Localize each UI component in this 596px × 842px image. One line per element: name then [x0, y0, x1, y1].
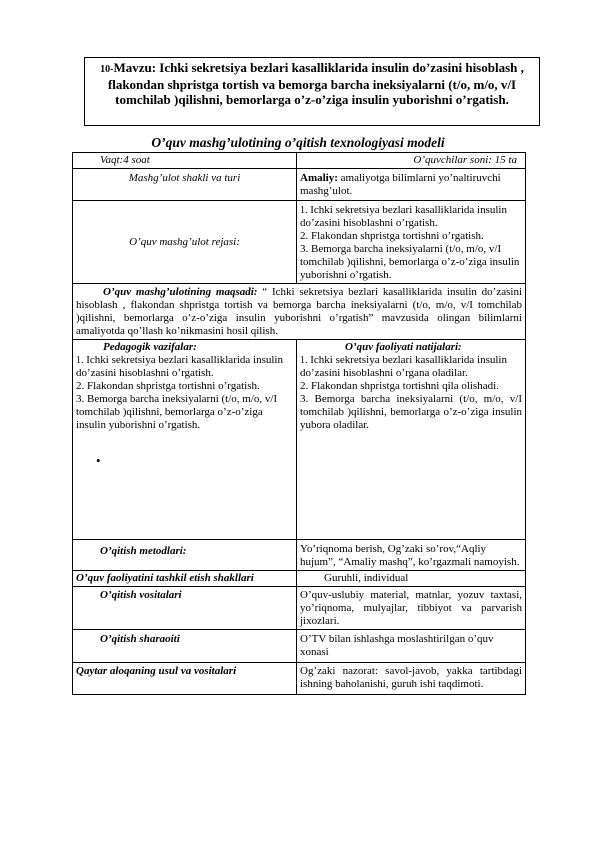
plan-item-text: 3. Bemorga barcha ineksiyalarni (t/o, m/o, v/I tomchilab )qilishni, bemorlarga o’z-o’ziga insulin yuborishni o’rgatish.	[300, 243, 520, 281]
table-row-feedback	[73, 663, 526, 695]
feedback-value: Og’zaki nazorat: savol-javob, yakka tartibdagi ishning baholanishi, guruh ishi taqdimoti.	[297, 663, 526, 695]
result-item-text: 3. Bemorga barcha ineksiyalarni (t/o, m/o, v/I tomchilab )qilishni, bemorlarga o’z-o’ziga insulin yubora oladilar.	[300, 393, 522, 431]
task-item-text: Ichki sekretsiya bezlari kasalliklarida insulin do’zasini hisoblashni o’rgatish.	[76, 354, 283, 379]
conditions-label: O’qitish sharaoiti	[73, 630, 297, 663]
table-row-methods	[73, 540, 526, 571]
goal-label: O’quv mashg’ulotining maqsadi:	[103, 286, 258, 298]
form-text: amaliyotga bilimlarni yo’naltiruvchi mashg’ulot.	[300, 172, 501, 197]
students-label: O’quvchilar soni: 15 ta	[297, 153, 526, 169]
table-row-goal	[73, 284, 526, 340]
topic-title-box	[84, 57, 540, 126]
plan-item	[300, 243, 522, 282]
table-row-conditions	[73, 630, 526, 663]
table-row-time	[73, 153, 526, 169]
feedback-label: Qaytar aloqaning usul va vositalari	[73, 663, 297, 695]
org-value: Guruhli, individual	[297, 571, 526, 587]
result-item	[300, 354, 522, 380]
plan-item-num: 1.	[300, 205, 308, 216]
goal-text: “ Ichki sekretsiya bezlari kasalliklarida insulin do’zasini hisoblash , flakondan shpristga tortish va bemorga barcha ineksiyalarni (t/o, m/o, v/I tomchilab )qilishni, bemorlarga o’z-o’ziga insulin yuborishni o’rgatish” mavzusida olingan bilimlarni amaliyotda qo’llash ko’nikmasini hosil qilish.	[76, 286, 522, 337]
plan-item-text: Ichki sekretsiya bezlari kasalliklarida insulin do’zasini hisoblashni o’rgatish.	[300, 204, 507, 229]
result-item	[300, 393, 522, 432]
plan-item	[300, 204, 522, 230]
task-item	[76, 380, 293, 393]
task-item-num: 1.	[76, 355, 84, 366]
table-row-org	[73, 571, 526, 587]
time-label: Vaqt:4 soat	[73, 153, 297, 169]
tools-label: O’qitish vositalari	[73, 587, 297, 630]
tasks-cell	[73, 340, 297, 540]
table-row-tools	[73, 587, 526, 630]
result-item-text: 2. Flakondan shpristga tortishni qila olishadi.	[300, 380, 499, 392]
task-item	[76, 393, 293, 432]
conditions-value: O’TV bilan ishlashga moslashtirilgan o’quv xonasi	[297, 630, 526, 663]
goal-cell	[73, 284, 526, 340]
bullet-point: •	[96, 453, 101, 468]
results-label: O’quv faoliyati natijalari:	[345, 341, 462, 353]
lesson-plan-table	[72, 152, 526, 695]
form-label: Mashg’ulot shakli va turi	[73, 169, 297, 201]
org-label: O’quv faoliyatini tashkil etish shakllari	[73, 571, 297, 587]
table-row-plan	[73, 201, 526, 284]
plan-item-text: 2. Flakondan shpristga tortishni o’rgatish.	[300, 230, 484, 242]
task-item-text: 3. Bemorga barcha ineksiyalarni (t/o, m/o, v/I tomchilab )qilishni, bemorlarga o’z-o’ziga insulin yuborishni o’rgatish.	[76, 393, 278, 431]
methods-value: Yo’riqnoma berish, Og’zaki so’rov,“Aqliy hujum”, “Amaliy mashq”, ko’rgazmali namoyish.	[297, 540, 526, 571]
form-value	[297, 169, 526, 201]
result-item-text: Ichki sekretsiya bezlari kasalliklarida insulin do’zasini hisoblashni o’rgana oladilar.	[300, 354, 507, 379]
form-bold: Amaliy:	[300, 172, 338, 184]
task-item-text: 2. Flakondan shpristga tortishni o’rgatish.	[76, 380, 260, 392]
plan-label-cell	[73, 201, 297, 284]
task-item	[76, 354, 293, 380]
table-row-form	[73, 169, 526, 201]
result-item-num: 1.	[300, 355, 308, 366]
topic-title: Mavzu: Ichki sekretsiya bezlari kasalliklarida insulin do’zasini hisoblash , flakondan shpristga tortish va bemorga barcha ineksiyalarni (t/o, m/o, v/I tomchilab )qilishni, bemorlarga o’z-o’ziga insulin yuborishni o’rgatish.	[107, 60, 524, 107]
tools-value: O’quv-uslubiy material, matnlar, yozuv taxtasi, yo’riqnoma, mulyajlar, tibbiyot va parvarish jixozlari.	[297, 587, 526, 630]
methods-label: O’qitish metodlari:	[73, 540, 297, 571]
page-subtitle: O’quv mashg’ulotining o’qitish texnologiyasi modeli	[151, 135, 445, 150]
plan-label: O’quv mashg’ulot rejasi:	[129, 235, 240, 248]
plan-item	[300, 230, 522, 243]
plan-items	[297, 201, 526, 284]
tasks-label: Pedagogik vazifalar:	[103, 341, 197, 353]
results-cell	[297, 340, 526, 540]
result-item	[300, 380, 522, 393]
table-row-tasks	[73, 340, 526, 540]
topic-number: 10-	[100, 64, 114, 75]
